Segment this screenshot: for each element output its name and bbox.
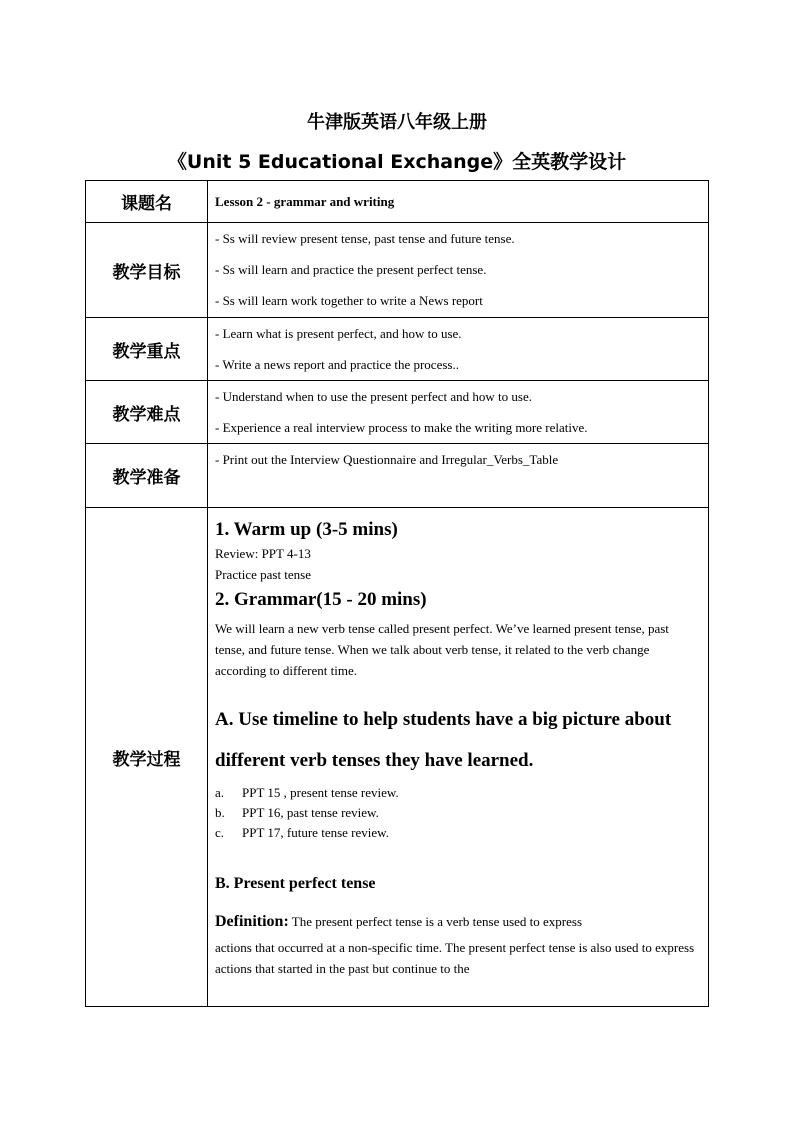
warmup-line: Practice past tense <box>215 567 312 582</box>
grammar-heading: 2. Grammar(15 - 20 mins) <box>215 589 427 610</box>
list-item <box>215 803 702 823</box>
list-item <box>215 783 702 803</box>
content-objectives <box>208 223 709 318</box>
row-lesson <box>86 181 709 223</box>
row-difficulties <box>86 381 709 444</box>
process-content <box>215 508 702 1005</box>
warmup-heading: 1. Warm up (3-5 mins) <box>215 519 398 540</box>
definition-continued: actions that occurred at a non-specific time. The present perfect tense is also used to express actions that started in the past but continue to the <box>215 940 695 976</box>
grammar-paragraph: We will learn a new verb tense called present perfect. We’ve learned present tense, past tense, and future tense. When we talk about verb tense, it related to the verb change according to different time. <box>215 621 669 678</box>
list-text: PPT 16, past tense review. <box>242 805 379 820</box>
objective-item: - Ss will learn and practice the present perfect tense. <box>215 262 487 277</box>
preparation-item: - Print out the Interview Questionnaire and Irregular_Verbs_Table <box>215 452 559 467</box>
label-key-points: 教学重点 <box>86 318 208 381</box>
lesson-plan-table <box>85 180 709 1007</box>
warmup-line: Review: PPT 4-13 <box>215 546 311 561</box>
list-text: PPT 15 , present tense review. <box>242 785 399 800</box>
definition-label: Definition: <box>215 913 289 930</box>
label-lesson: 课题名 <box>86 181 208 223</box>
definition-line <box>215 907 702 937</box>
difficulty-item: - Understand when to use the present perfect and how to use. <box>215 389 532 404</box>
key-point-item: - Learn what is present perfect, and how to use. <box>215 326 462 341</box>
difficulty-item: - Experience a real interview process to make the writing more relative. <box>215 420 588 435</box>
content-lesson <box>208 181 709 223</box>
list-marker: b. <box>215 805 225 820</box>
label-preparation: 教学准备 <box>86 444 208 508</box>
document-subtitle: 《Unit 5 Educational Exchange》全英教学设计 <box>167 151 627 173</box>
definition-text: The present perfect tense is a verb tense used to express <box>291 914 583 929</box>
row-key-points <box>86 318 709 381</box>
content-preparation <box>208 444 709 508</box>
objective-item: - Ss will learn work together to write a News report <box>215 293 483 308</box>
content-process <box>208 508 709 1007</box>
list-item <box>215 823 702 843</box>
document-title: 牛津版英语八年级上册 <box>307 112 487 133</box>
key-point-item: - Write a news report and practice the process.. <box>215 357 459 372</box>
list-text: PPT 17, future tense review. <box>242 825 389 840</box>
content-key-points <box>208 318 709 381</box>
section-b-heading: B. Present perfect tense <box>215 875 376 892</box>
lesson-name: Lesson 2 - grammar and writing <box>215 193 395 209</box>
label-difficulties: 教学难点 <box>86 381 208 444</box>
section-a-heading: A. Use timeline to help students have a big picture about different verb tenses they have learned. <box>215 709 672 771</box>
label-objectives: 教学目标 <box>86 223 208 318</box>
label-process: 教学过程 <box>86 508 208 1007</box>
row-objectives <box>86 223 709 318</box>
objective-item: - Ss will review present tense, past tense and future tense. <box>215 231 515 246</box>
section-a-list <box>215 783 702 843</box>
list-marker: c. <box>215 825 225 840</box>
row-process <box>86 508 709 1007</box>
row-preparation <box>86 444 709 508</box>
content-difficulties <box>208 381 709 444</box>
list-marker: a. <box>215 785 225 800</box>
